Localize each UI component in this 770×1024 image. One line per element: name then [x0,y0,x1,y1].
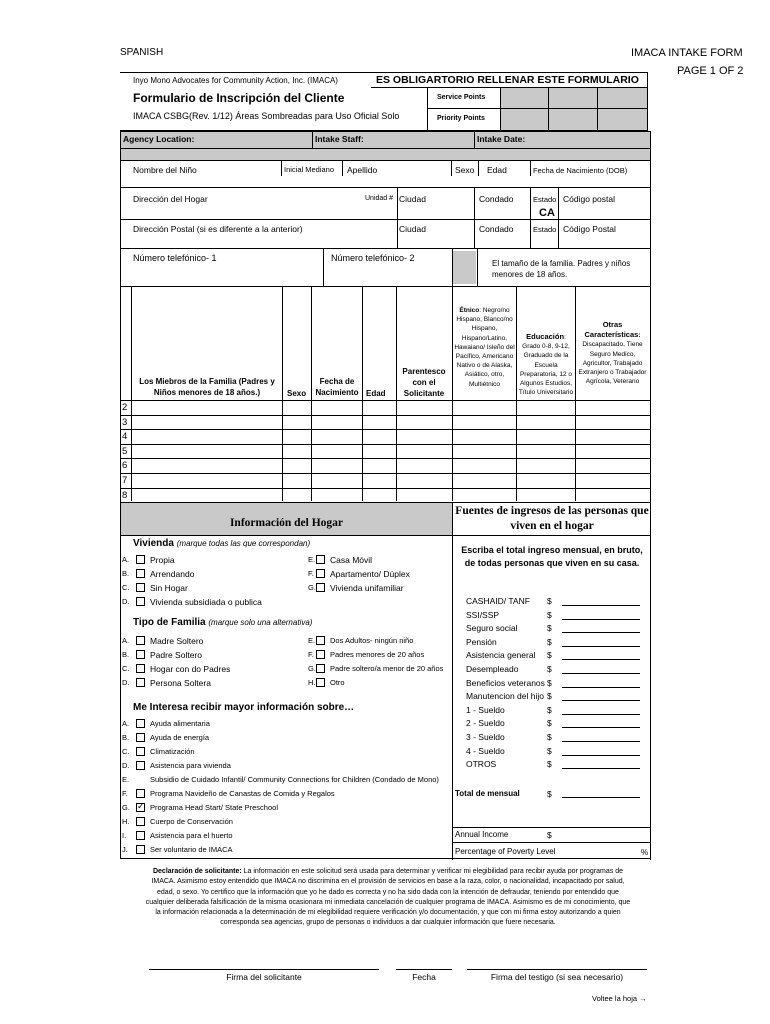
middle-initial-label: Inicial Mediano [284,165,335,174]
option-checkbox[interactable] [316,650,325,659]
income-source-label: Desempleado [466,664,519,674]
income-source-label: 2 - Sueldo [466,718,505,729]
option-label: Climatización [150,747,195,756]
language-label: SPANISH [120,47,164,58]
option-checkbox[interactable] [136,845,145,854]
member-row[interactable] [120,444,651,445]
income-dollar: $ [547,664,552,674]
option-letter: G. [308,583,316,592]
option-letter: G. [308,664,316,673]
income-source-label: Pensión [466,636,497,647]
option-label: Asistencia para vivienda [150,761,231,770]
income-amount-field[interactable] [562,659,640,660]
option-letter: B. [122,733,130,742]
family-size-label: El tamaño de la familia. Padres y niños menores de 18 años. [492,259,631,279]
intake-date-label: Intake Date: [477,134,526,144]
members-relation-header: Parentesco con el Solicitante [402,367,446,398]
option-letter: G. [122,803,130,812]
member-row-number: 7 [122,475,128,486]
state-label: Estado [533,195,557,204]
member-row-number: 8 [122,489,128,501]
option-label: Madre Soltero [150,636,204,646]
info-title: Me Interesa recibir mayor información sobre… [133,702,355,713]
income-amount-field[interactable] [562,714,640,715]
phone1-label: Número telefónico- 1 [133,253,217,263]
member-row-number: 5 [122,445,128,457]
option-label: Casa Móvil [330,555,373,565]
income-amount-field[interactable] [562,605,640,606]
member-row[interactable] [120,488,651,489]
option-label: Arrendando [150,569,195,579]
income-source-label: SSI/SSP [466,609,500,620]
member-row-number: 3 [122,416,128,428]
income-amount-field[interactable] [562,619,640,620]
option-checkbox[interactable] [136,650,145,659]
option-label: Hogar con do Padres [150,664,231,674]
phone2-label: Número telefónico- 2 [331,253,415,263]
option-checkbox[interactable] [136,678,145,687]
income-source-label: 1 - Sueldo [466,704,505,715]
state-value: CA [539,207,555,219]
income-amount-field[interactable] [562,768,640,769]
income-source-label: OTROS [466,759,497,770]
option-checkbox[interactable] [316,664,325,673]
intake-staff-label: Intake Staff: [315,134,364,144]
option-letter: I. [122,831,127,840]
unit-label: Unidad # [365,195,394,202]
option-letter: C. [122,747,130,756]
page-indicator: PAGE 1 OF 2 [677,65,744,77]
age-label: Edad [487,165,507,175]
option-letter: D. [122,678,130,687]
option-checkbox[interactable] [136,733,145,742]
income-amount-field[interactable] [562,673,640,674]
option-letter: D. [122,761,130,770]
option-checkbox[interactable] [136,664,145,673]
option-checkbox[interactable] [136,817,145,826]
annual-dollar: $ [547,830,552,840]
option-label: Subsidio de Cuidado Infantil/ Community Connections for Children (Condado de Mono) [150,775,439,784]
option-label: Vivienda subsidiada o publica [150,597,262,607]
household-info-title: Información del Hogar [229,517,344,529]
priority-points-label: Priority Points [437,115,485,122]
option-letter: C. [122,583,130,592]
option-label: Apartamento/ Dúplex [330,569,410,579]
income-amount-field[interactable] [562,700,640,701]
option-checkbox[interactable] [136,761,145,770]
option-letter: H. [122,817,130,826]
check-mark-icon: ✓ [137,801,145,811]
income-dollar: $ [547,609,552,620]
income-sources-title: Fuentes de ingresos de las personas que viven en el hogar [455,505,649,532]
applicant-signature-label: Firma del solicitante [226,972,302,982]
mailing-county-label: Condado [479,224,514,234]
member-row-number: 2 [122,402,128,413]
option-letter: A. [122,555,130,564]
page-subtitle: IMACA CSBG(Rev. 1/12) Áreas Sombreadas para Uso Oficial Solo [133,111,400,121]
income-amount-field[interactable] [562,755,640,756]
option-label: Programa Head Start/ State Preschool [150,803,278,812]
option-label: Ser voluntario de IMACA [150,845,233,854]
income-source-label: CASHAID/ TANF [466,596,530,606]
option-label: Vivienda unifamiliar [330,583,404,593]
income-amount-field[interactable] [562,687,640,688]
option-checkbox[interactable] [136,803,145,812]
members-dob-header: Fecha de Nacimiento [315,377,359,397]
option-checkbox[interactable] [136,555,145,564]
home-address-label: Dirección del Hogar [133,194,208,204]
agency-location-label: Agency Location: [123,134,195,144]
option-checkbox[interactable] [136,789,145,798]
option-checkbox[interactable] [316,555,325,564]
child-name-label: Nombre del Niño [133,165,197,175]
member-row-number: 6 [122,460,128,472]
familia-title: Tipo de Familia (marque solo una alternativa) [133,617,313,628]
option-label: Ayuda de energía [150,733,210,742]
income-source-label: Asistencia general [466,650,536,661]
income-dollar: $ [547,677,552,688]
option-letter: H. [308,678,316,687]
service-points-label: Service Points [437,94,486,101]
mailing-address-label: Dirección Postal (si es diferente a la anterior) [133,224,303,234]
members-ethnic-header: Étnico: Negro/no Hispano, Blanco/no Hispano, Hispano/Latino, Hawaiano/ Isleño del Pacífico, Americano Nativo o de Alaska, Asiático, otro, Multiétnico [454,307,515,388]
option-checkbox[interactable] [316,678,325,687]
member-row[interactable] [120,429,651,430]
members-col-header: Los Miebros de la Familia (Padres y Niños menores de 18 años.) [139,377,275,397]
income-source-label: Beneficios veteranos [466,677,545,688]
sex-label: Sexo [455,165,475,175]
poverty-label: Percentage of Poverty Level [455,847,556,856]
county-label: Condado [479,194,514,204]
members-other-header: Otras Características: Discapacitado, Tiene Seguro Medico, Agricultor, Trabajado Extranjero o Trabajador Agrícola, Veterano [578,320,647,386]
witness-signature-label: Firma del testigo (si sea necesario) [490,972,624,982]
income-dollar: $ [547,745,552,756]
member-row[interactable] [120,415,651,416]
annual-income-label: Annual Income [455,830,509,839]
dob-label: Fecha de Nacimiento (DOB) [533,166,628,175]
option-letter: A. [122,636,130,645]
members-age-header: Edad [366,389,386,398]
signature-date-label: Fecha [412,972,436,982]
org-name: Inyo Mono Advocates for Community Action, Inc. (IMACA) [133,76,338,85]
option-letter: F. [308,569,314,578]
mailing-zip-label: Código Postal [563,224,616,234]
option-label: Otro [330,678,345,687]
option-label: Persona Soltera [150,678,211,688]
income-dollar: $ [547,759,552,770]
member-row[interactable] [120,458,651,459]
option-checkbox[interactable] [136,719,145,728]
total-monthly-label: Total de mensual [455,789,520,798]
option-letter: A. [122,719,130,728]
form-title: IMACA INTAKE FORM [631,47,743,59]
option-label: Cuerpo de Conservación [150,817,233,826]
income-dollar: $ [547,718,552,729]
income-source-label: 3 - Sueldo [466,732,505,742]
mandatory-notice: ES OBLIGARTORIO RELLENAR ESTE FORMULARIO [376,74,639,86]
option-label: Ayuda alimentaria [150,719,210,728]
option-letter: F. [308,650,314,659]
mailing-city-label: Ciudad [399,224,426,234]
income-dollar: $ [547,691,552,702]
option-label: Asistencia para el huerto [150,831,233,840]
option-letter: E. [122,775,130,784]
option-checkbox[interactable] [136,597,145,606]
option-checkbox[interactable] [136,636,145,645]
option-letter: J. [122,845,128,854]
income-amount-field[interactable] [562,646,640,647]
declaration: Declaración de solicitante: La información en este solicitud será usada para determinar y verificar mi elegibilidad para recibir ayuda por programas de IMACA. Asimismo estoy entendido que IMACA no discrimina en el provisión de servicios en base a la raza, color, o nacionalidad, incapacitado por salud, edad, o sexo. Yo certifico que la información que yo he dado es correcta y no ha sido dada con la intención de defraudar, teniendo por entendido que cualquier deliberada falsificación de la misma ocasionara mi inmediata cancelación de cualquier programa de IMACA. Asimismo es de mi conocimiento, que la información relacionada a la determinación de mi elegibilidad requiere verificación y/o documentación, y que con mi firma estoy autorizando a quien corresponda sea agencias, grupo de personas o individuos a dar cualquier información que fuere necesaria. [145,868,631,927]
turn-page-note: Voltee la hoja → [592,994,647,1003]
option-letter: C. [122,664,130,673]
income-instructions: Escriba el total ingreso mensual, en bruto, de todas personas que viven en su casa. [461,545,643,568]
option-checkbox[interactable] [136,831,145,840]
option-checkbox[interactable] [316,636,325,645]
option-label: Dos Adultos- ningún niño [330,636,414,645]
option-letter: F. [122,789,128,798]
city-label: Ciudad [399,194,426,204]
income-dollar: $ [547,732,552,742]
page-title: Formulario de Inscripción del Cliente [133,91,345,105]
option-checkbox[interactable] [136,747,145,756]
member-row-number: 4 [122,431,128,443]
income-dollar: $ [547,623,552,634]
income-dollar: $ [547,596,552,606]
members-sex-header: Sexo [287,389,307,398]
option-checkbox[interactable] [136,569,145,578]
income-amount-field[interactable] [562,727,640,728]
option-label: Padre Soltero [150,650,202,660]
members-edu-header: Educación: Grado 0-8, 9-12, Graduado de la Escuela Preparatoria, 12 o Algunos Estudios, Título Universitario [518,332,574,397]
member-row[interactable] [120,473,651,474]
option-letter: E. [308,555,316,564]
vivienda-title: Vivienda (marque todas las que correspondan) [133,538,311,549]
option-label: Padres menores de 20 años [330,650,425,659]
last-name-label: Apellido [347,165,378,175]
option-checkbox[interactable] [316,583,325,592]
mailing-state-label: Estado [533,225,557,234]
income-dollar: $ [547,636,552,647]
total-dollar: $ [547,789,552,799]
poverty-percent: % [641,848,649,857]
income-dollar: $ [547,704,552,715]
income-source-label: Manutencion del hijo [466,691,544,702]
option-letter: B. [122,650,130,659]
income-source-label: 4 - Sueldo [466,745,505,756]
option-letter: B. [122,569,130,578]
income-amount-field[interactable] [562,632,640,633]
income-dollar: $ [547,650,552,661]
income-amount-field[interactable] [562,741,640,742]
option-label: Programa Navideño de Canastas de Comida y Regalos [150,789,335,798]
option-checkbox[interactable] [136,583,145,592]
option-label: Padre soltero/a menor de 20 años [330,664,444,673]
option-letter: E. [308,636,316,645]
zip-label: Código postal [563,194,615,204]
option-label: Sin Hogar [150,583,188,593]
option-label: Propia [150,555,175,565]
income-source-label: Seguro social [466,623,518,634]
option-checkbox[interactable] [316,569,325,578]
option-letter: D. [122,597,130,606]
